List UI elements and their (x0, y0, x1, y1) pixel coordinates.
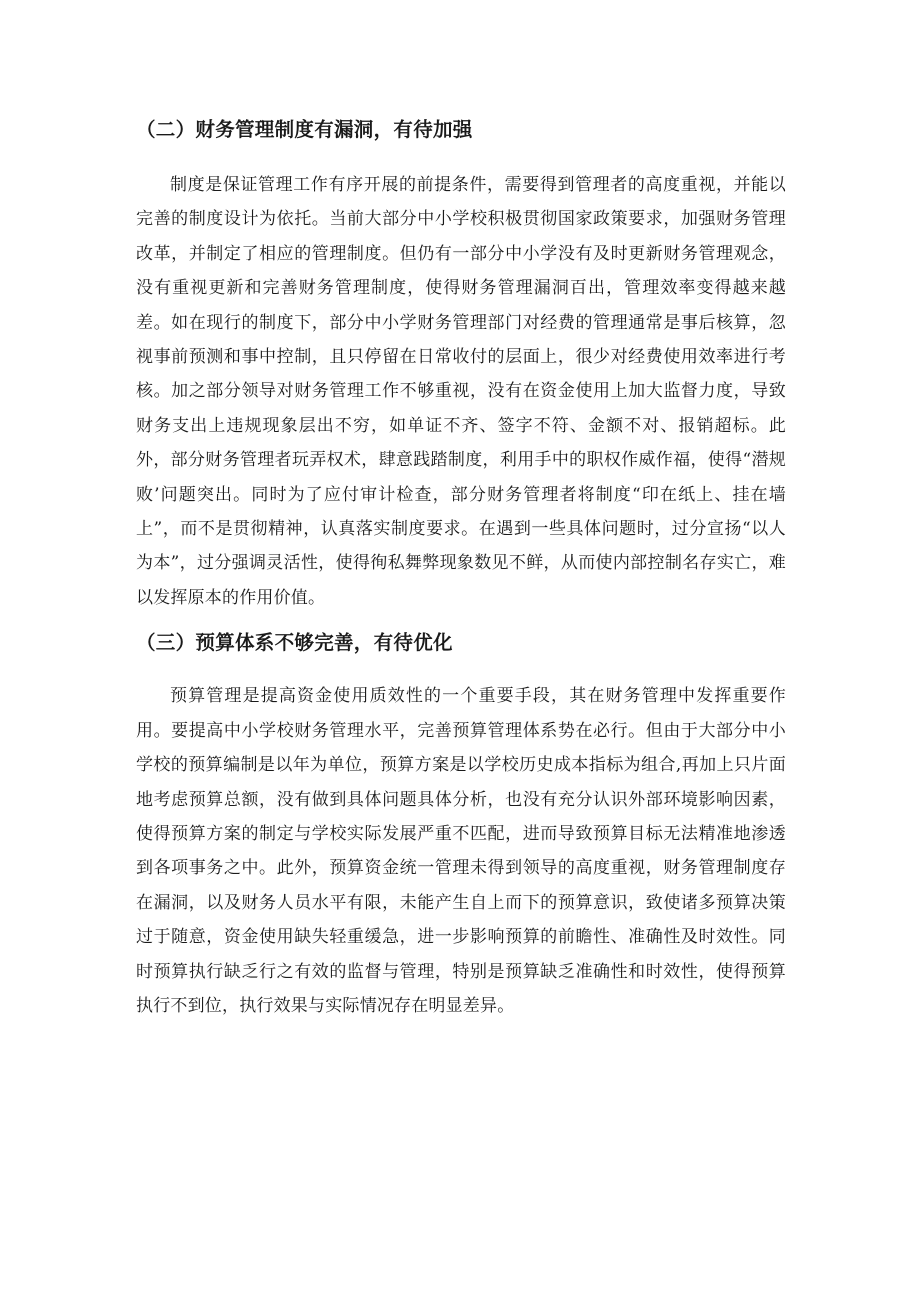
section-paragraph-3: 预算管理是提高资金使用质效性的一个重要手段，其在财务管理中发挥重要作用。要提高中小学校财务管理水平，完善预算管理体系势在必行。但由于大部分中小学校的预算编制是以年为单位，预算方案是以学校历史成本指标为组合,再加上只片面地考虑预算总额，没有做到具体问题具体分析，也没有充分认识外部环境影响因素，使得预算方案的制定与学校实际发展严重不匹配，进而导致预算目标无法精准地渗透到各项事务之中。此外，预算资金统一管理未得到领导的高度重视，财务管理制度存在漏洞，以及财务人员水平有限，未能产生自上而下的预算意识，致使诸多预算决策过于随意，资金使用缺失轻重缓急，进一步影响预算的前瞻性、准确性及时效性。同时预算执行缺乏行之有效的监督与管理，特别是预算缺乏准确性和时效性，使得预算执行不到位，执行效果与实际情况存在明显差异。 (136, 686, 786, 1016)
section-heading-3: （三）预算体系不够完善，有待优化 (136, 631, 453, 655)
document-page (136, 112, 786, 1023)
section-paragraph-2: 制度是保证管理工作有序开展的前提条件，需要得到管理者的高度重视，并能以完善的制度设计为依托。当前大部分中小学校积极贯彻国家政策要求，加强财务管理改革，并制定了相应的管理制度。但仍有一部分中小学没有及时更新财务管理观念，没有重视更新和完善财务管理制度，使得财务管理漏洞百出，管理效率变得越来越差。如在现行的制度下，部分中小学财务管理部门对经费的管理通常是事后核算，忽视事前预测和事中控制，且只停留在日常收付的层面上，很少对经费使用效率进行考核。加之部分领导对财务管理工作不够重视，没有在资金使用上加大监督力度，导致财务支出上违规现象层出不穷，如单证不齐、签字不符、金额不对、报销超标。此外，部分财务管理者玩弄权术，肆意践踏制度，利用手中的职权作威作福，使得“潜规败’问题突出。同时为了应付审计检查，部分财务管理者将制度“印在纸上、挂在墙上”，而不是贯彻精神，认真落实制度要求。在遇到一些具体问题时，过分宣扬“以人为本”，过分强调灵活性，使得徇私舞弊现象数见不鲜，从而使内部控制名存实亡，难以发挥原本的作用价值。 (136, 175, 786, 608)
section-heading-2: （二）财务管理制度有漏洞，有待加强 (136, 118, 473, 141)
